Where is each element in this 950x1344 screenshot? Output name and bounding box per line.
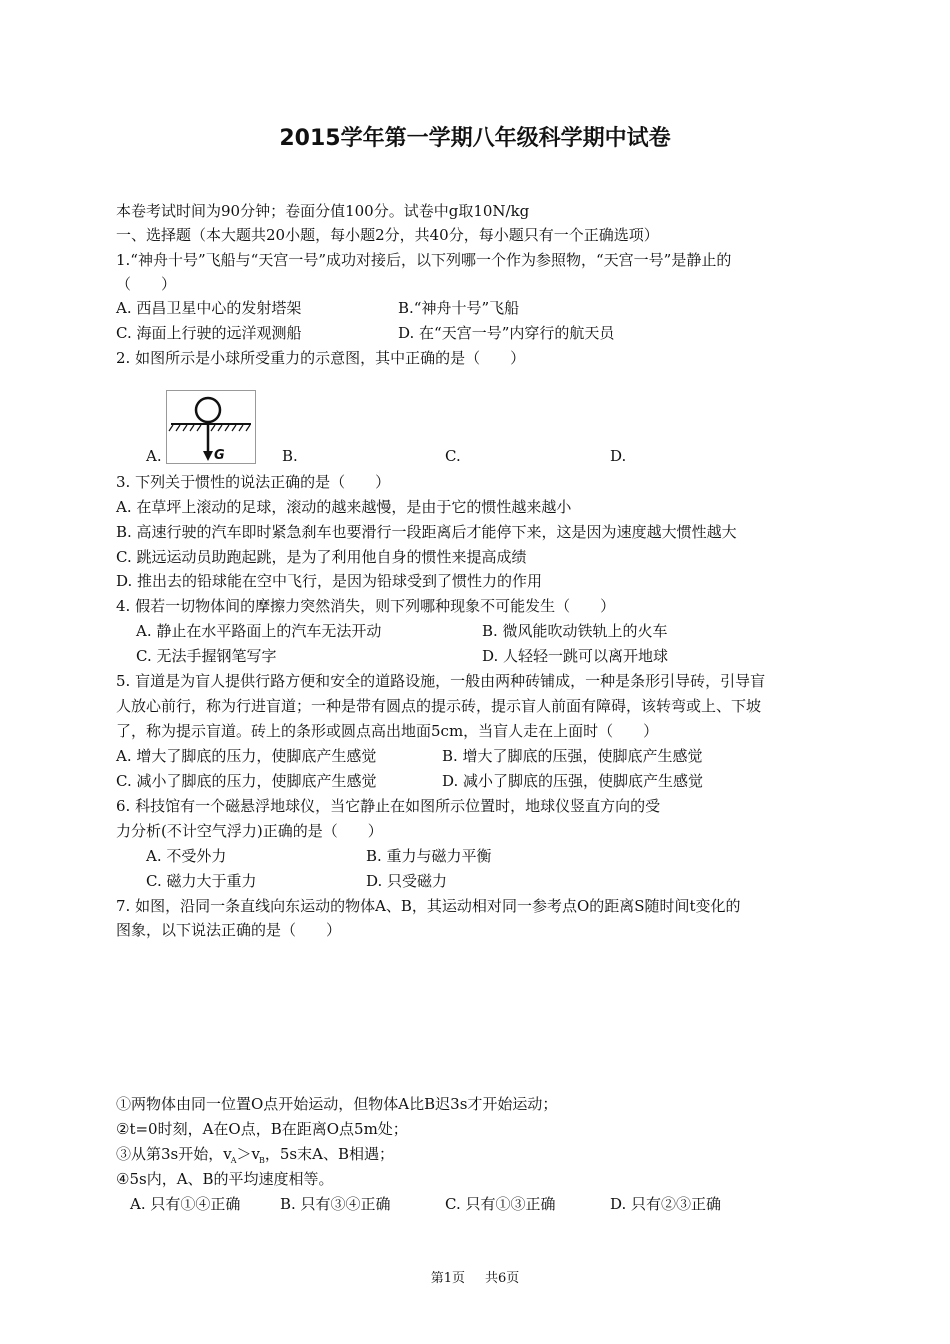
q4-stem: 4. 假若一切物体间的摩擦力突然消失，则下列哪种现象不可能发生（ ） [116, 597, 616, 615]
page-total: 共6页 [485, 1271, 520, 1286]
page-footer [0, 1270, 950, 1288]
q7-statement-4: ④5s内，A、B的平均速度相等。 [116, 1170, 334, 1188]
q5-option-d: D. 减小了脚底的压强，使脚底产生感觉 [442, 772, 704, 790]
page-number: 第1页 [430, 1271, 465, 1286]
gravity-label-g: G [214, 448, 225, 463]
q7-statement-2: ②t=0时刻，A在O点，B在距离O点5m处； [116, 1120, 408, 1138]
q5-option-a: A. 增大了脚底的压力，使脚底产生感觉 [116, 747, 377, 765]
q2-option-a: A. [146, 447, 162, 465]
q2-option-b: B. [282, 447, 298, 465]
ball-gravity-diagram [167, 391, 255, 463]
q6-stem-line1: 6. 科技馆有一个磁悬浮地球仪，当它静止在如图所示位置时，地球仪竖直方向的受 [116, 797, 661, 815]
q1-option-c: C. 海面上行驶的远洋观测船 [116, 324, 302, 342]
exam-intro: 本卷考试时间为90分钟；卷面分值100分。试卷中g取10N/kg [116, 202, 530, 220]
q2-gravity-figure [166, 390, 256, 464]
q6-option-c: C. 磁力大于重力 [146, 872, 257, 890]
q7-option-c: C. 只有①③正确 [445, 1195, 556, 1213]
q7-stem-line1: 7. 如图，沿同一条直线向东运动的物体A、B，其运动相对同一参考点O的距离S随时间t变化的 [116, 897, 741, 915]
page-title: 2015学年第一学期八年级科学期中试卷 [279, 126, 671, 151]
q5-option-c: C. 减小了脚底的压力，使脚底产生感觉 [116, 772, 377, 790]
q2-option-c: C. [445, 447, 461, 465]
q7-statement-1: ①两物体由同一位置O点开始运动，但物体A比B迟3s才开始运动； [116, 1095, 558, 1113]
q5-stem-line2: 人放心前行，称为行进盲道；一种是带有圆点的提示砖，提示盲人前面有障碍，该转弯或上、下坡 [116, 697, 762, 715]
q5-option-b: B. 增大了脚底的压强，使脚底产生感觉 [442, 747, 703, 765]
q3-option-a: A. 在草坪上滚动的足球，滚动的越来越慢，是由于它的惯性越来越小 [116, 498, 572, 516]
q7-option-a: A. 只有①④正确 [130, 1195, 241, 1213]
q3-option-c: C. 跳远运动员助跑起跳，是为了利用他自身的惯性来提高成绩 [116, 548, 527, 566]
q7-stem-line2: 图象，以下说法正确的是（ ） [116, 921, 342, 939]
q4-option-d: D. 人轻轻一跳可以离开地球 [482, 647, 669, 665]
q1-stem: 1.“神舟十号”飞船与“天宫一号”成功对接后，以下列哪一个作为参照物，“天宫一号”是静止的 [116, 251, 732, 269]
q4-option-b: B. 微风能吹动铁轨上的火车 [482, 622, 668, 640]
q1-option-b: B.“神舟十号”飞船 [398, 299, 520, 317]
q6-stem-line2: 力分析(不计空气浮力)正确的是（ ） [116, 822, 383, 840]
q5-stem-line3: 了，称为提示盲道。砖上的条形或圆点高出地面5cm，当盲人走在上面时（ ） [116, 722, 659, 740]
q7-option-d: D. 只有②③正确 [610, 1195, 722, 1213]
q4-option-a: A. 静止在水平路面上的汽车无法开动 [136, 622, 382, 640]
q1-option-a: A. 西昌卫星中心的发射塔架 [116, 299, 302, 317]
q1-option-d: D. 在“天宫一号”内穿行的航天员 [398, 324, 615, 342]
q5-stem-line1: 5. 盲道是为盲人提供行路方便和安全的道路设施，一般由两种砖铺成，一种是条形引导砖，引导盲 [116, 672, 766, 690]
q2-option-d: D. [610, 447, 627, 465]
q3-option-d: D. 推出去的铅球能在空中飞行，是因为铅球受到了惯性力的作用 [116, 572, 543, 590]
q3-stem: 3. 下列关于惯性的说法正确的是（ ） [116, 473, 391, 491]
q1-stem-bracket: （ ） [116, 275, 177, 293]
q7-statement-3: ③从第3s开始，$v_A>v_B$，5s末A、B相遇； [116, 1145, 394, 1165]
q2-stem: 2. 如图所示是小球所受重力的示意图，其中正确的是（ ） [116, 349, 526, 367]
q6-option-d: D. 只受磁力 [366, 872, 448, 890]
q4-option-c: C. 无法手握钢笔写字 [136, 647, 277, 665]
section-heading: 一、选择题（本大题共20小题，每小题2分，共40分，每小题只有一个正确选项） [116, 226, 659, 244]
q6-option-b: B. 重力与磁力平衡 [366, 847, 492, 865]
q6-option-a: A. 不受外力 [146, 847, 227, 865]
q3-option-b: B. 高速行驶的汽车即时紧急刹车也要滑行一段距离后才能停下来，这是因为速度越大惯性越大 [116, 523, 737, 541]
q7-option-b: B. 只有③④正确 [280, 1195, 391, 1213]
